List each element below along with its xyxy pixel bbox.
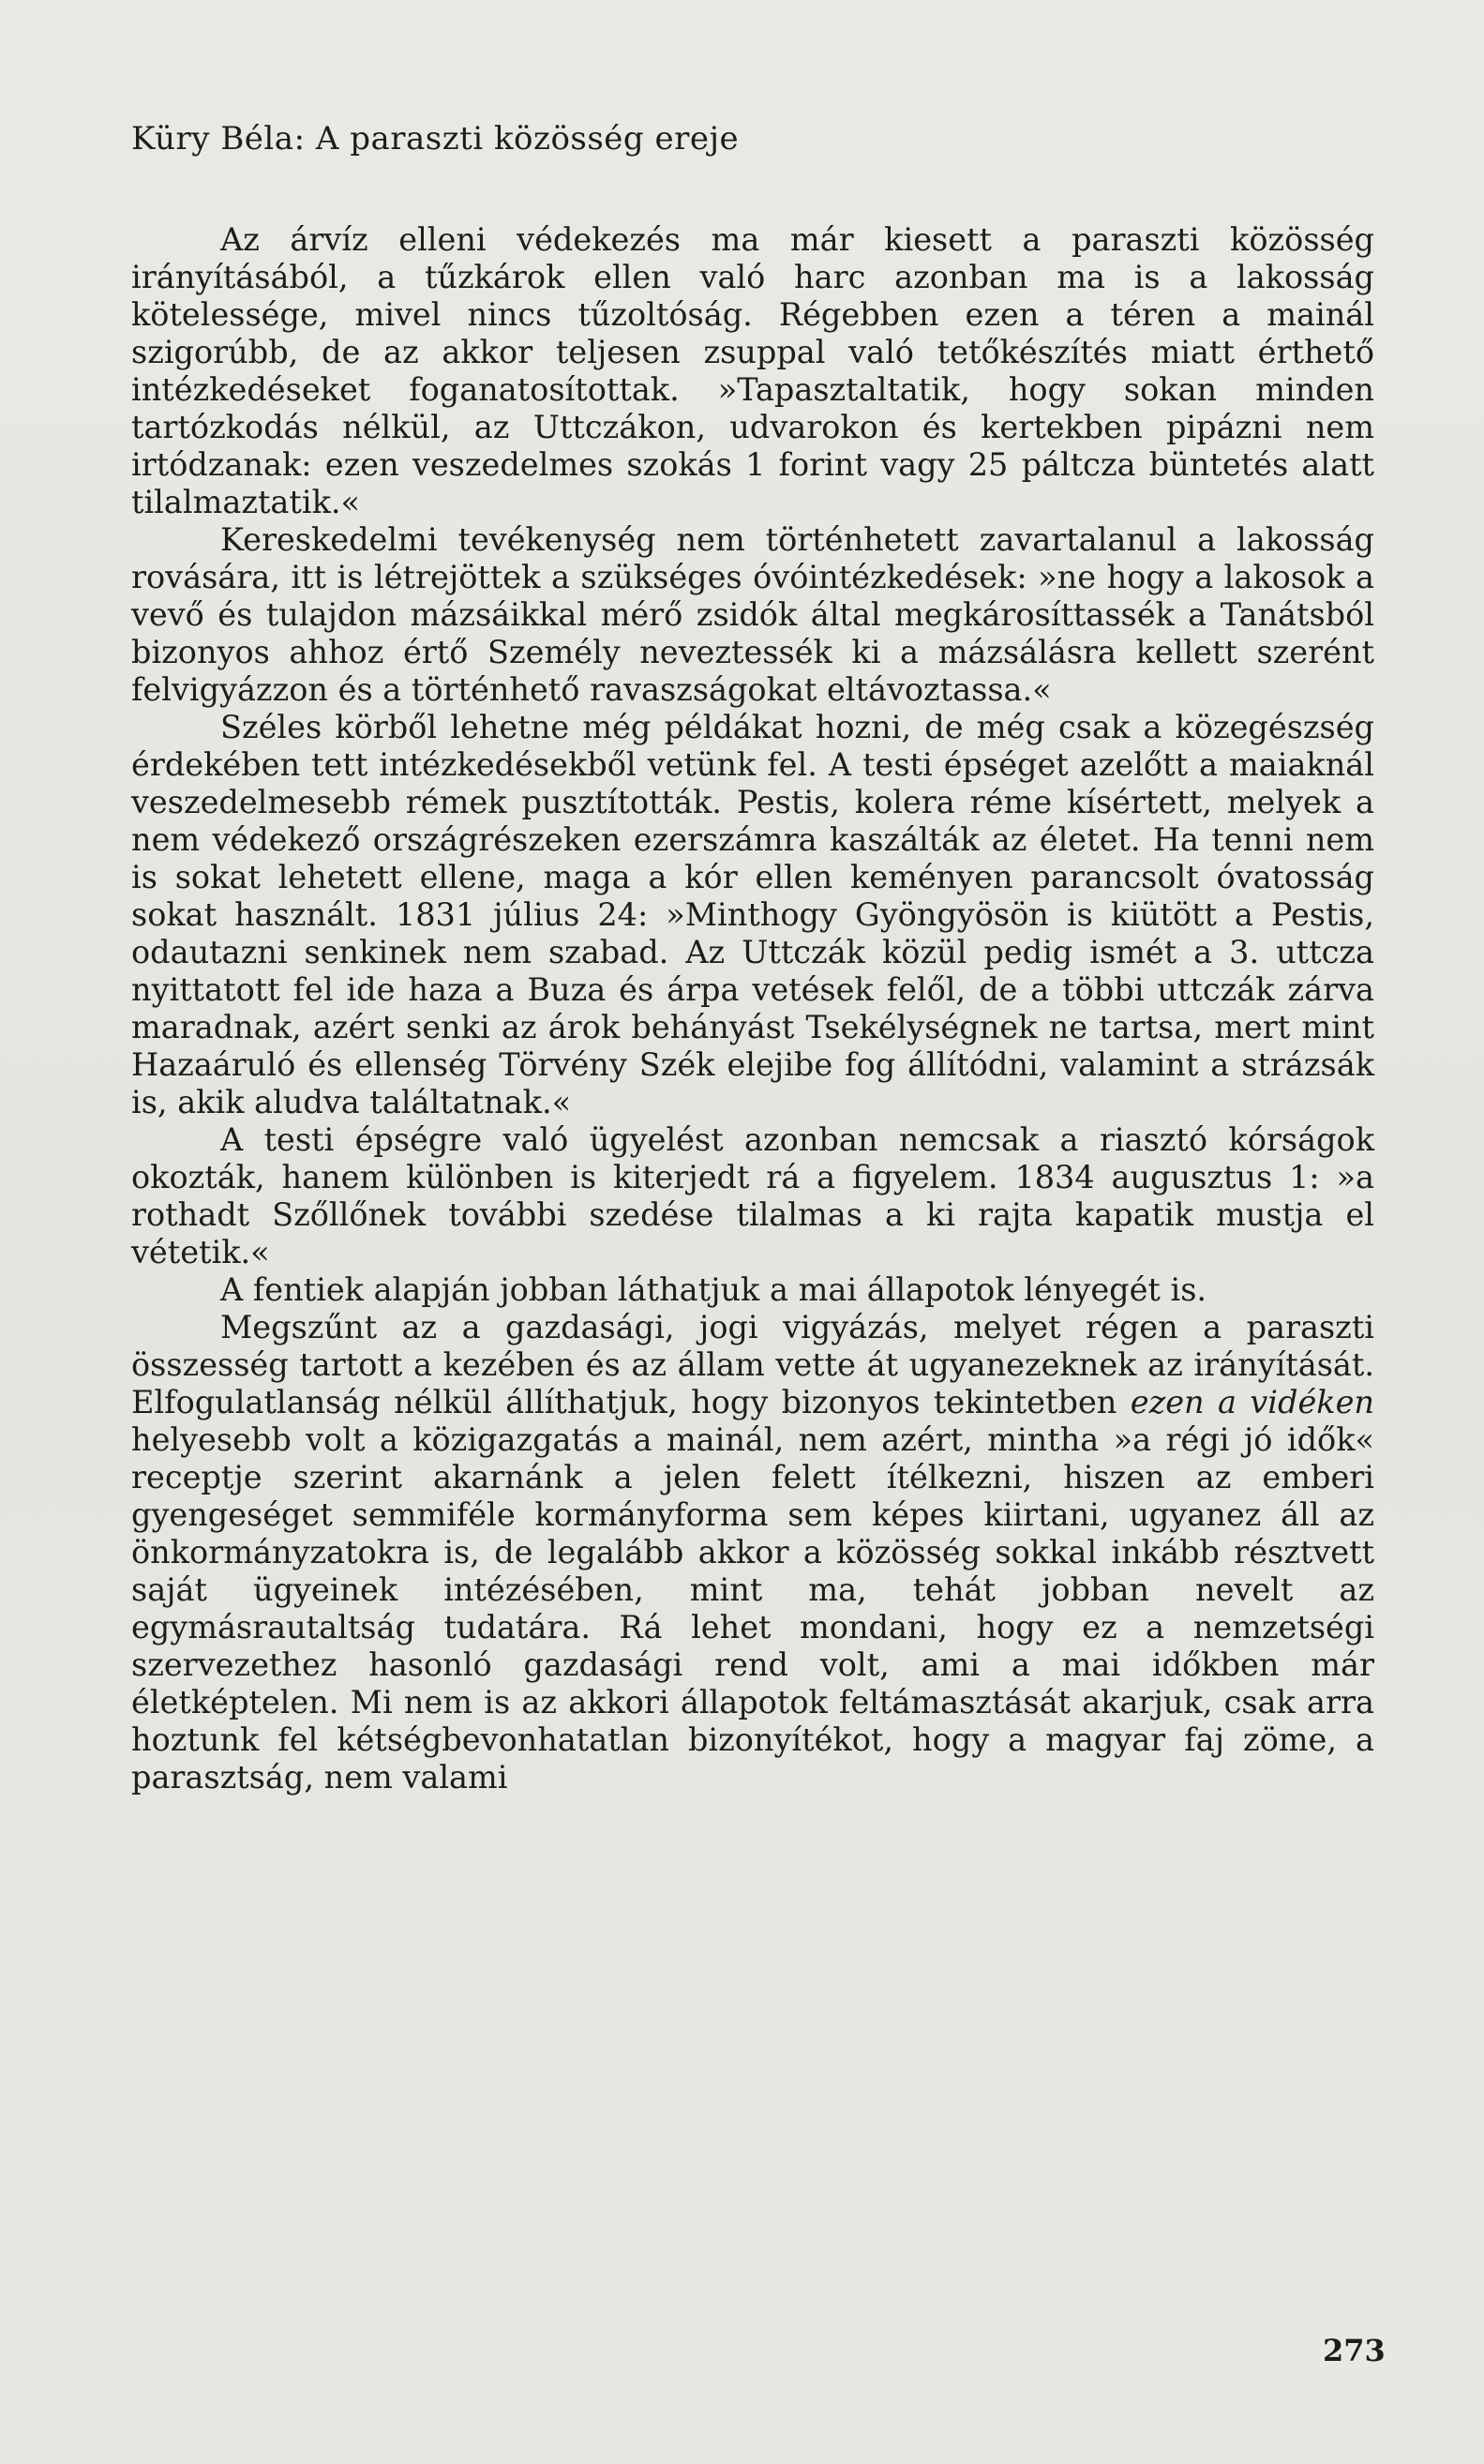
paragraph-health: Széles körből lehetne még példákat hozni, de még csak a közegészség érdekében tett intézkedésekből vetünk fel. A testi épséget azelőtt a maiaknál veszedelmesebb rémek pusztították. Pestis, kolera réme kísértett, melyek a nem védekező országrészeken ezerszámra kaszálták az életet. Ha tenni nem is sokat lehetett ellene, maga a kór ellen keményen parancsolt óvatosság sokat használt. 1831 július 24: »Minthogy Gyöngyösön is kiütött a Pestis, odautazni senkinek nem szabad. Az Uttczák közül pedig ismét a 3. uttcza nyittatott fel ide haza a Buza és árpa vetések felől, de a többi uttczák zárva maradnak, azért senki az árok behányást Tsekélységnek ne tartsa, mert mint Hazaáruló és ellenség Törvény Szék elejibe fog állítódni, valamint a strázsák is, akik aludva találtatnak.« xyxy=(131,709,1374,1120)
conclusion-italic-phrase: ezen a vidéken xyxy=(1130,1384,1374,1420)
paragraph-safety: A testi épségre való ügyelést azonban nemcsak a riasztó kórságok okozták, hanem különben is kiterjedt rá a figyelem. 1834 augusztus 1: »a rothadt Szőllőnek további szedése tilalmas a ki rajta kapatik mustja el vétetik.« xyxy=(131,1121,1374,1270)
paragraph-trade: Kereskedelmi tevékenység nem történhetett zavartalanul a lakosság rovására, itt is létrejöttek a szükséges óvóintézkedések: »ne hogy a lakosok a vevő és tulajdon mázsáikkal mérő zsidók által megkárosíttassék a Tanátsból bizonyos ahhoz értő Személy neveztessék ki a mázsálásra kellett szerént felvigyázzon és a történhető ravaszságokat eltávoztassa.« xyxy=(131,521,1374,708)
paragraph-fire: Az árvíz elleni védekezés ma már kiesett a paraszti közösség irányításából, a tűzkárok ellen való harc azonban ma is a lakosság kötelessége, mivel nincs tűzoltóság. Régebben ezen a téren a mainál szigorúbb, de az akkor teljesen zsuppal való tetőkészítés miatt érthető intézkedéseket foganatosítottak. »Tapasztaltatik, hogy sokan minden tartózkodás nélkül, az Uttczákon, udvarokon és kertekben pipázni nem irtódzanak: ezen veszedelmes szokás 1 forint vagy 25 páltcza büntetés alatt tilalmaztatik.« xyxy=(131,221,1374,520)
paragraph-essence: A fentiek alapján jobban láthatjuk a mai állapotok lényegét is. xyxy=(220,1271,1207,1308)
paragraph-conclusion xyxy=(131,1309,1374,1796)
conclusion-text-after: helyesebb volt a közigazgatás a mainál, nem azért, mintha »a régi jó idők« receptje szerint akarnánk a jelen felett ítélkezni, hiszen az emberi gyengeséget semmiféle kormányforma sem képes kiirtani, ugyanez áll az önkormányzatokra is, de legalább akkor a közösség sokkal inkább résztvett saját ügyeinek intézésében, mint ma, tehát jobban nevelt az egymásrautaltság tudatára. Rá lehet mondani, hogy ez a nemzetségi szervezethez hasonló gazdasági rend volt, ami a mai időkben már életképtelen. Mi nem is az akkori állapotok feltámasztását akarjuk, csak arra hoztunk fel kétségbevonhatatlan bizonyítékot, hogy a magyar faj zöme, a parasztság, nem valami xyxy=(131,1421,1374,1795)
running-header: Küry Béla: A paraszti közösség ereje xyxy=(131,120,740,158)
body-text xyxy=(131,221,1374,1796)
page-number: 273 xyxy=(1323,2333,1386,2368)
conclusion-text-before: Megszűnt az a gazdasági, jogi vigyázás, melyet régen a paraszti összesség tartott a kezében és az állam vette át ugyanezeknek az irányítását. Elfogulatlanság nélkül állíthatjuk, hogy bizonyos tekintetben xyxy=(131,1309,1374,1420)
